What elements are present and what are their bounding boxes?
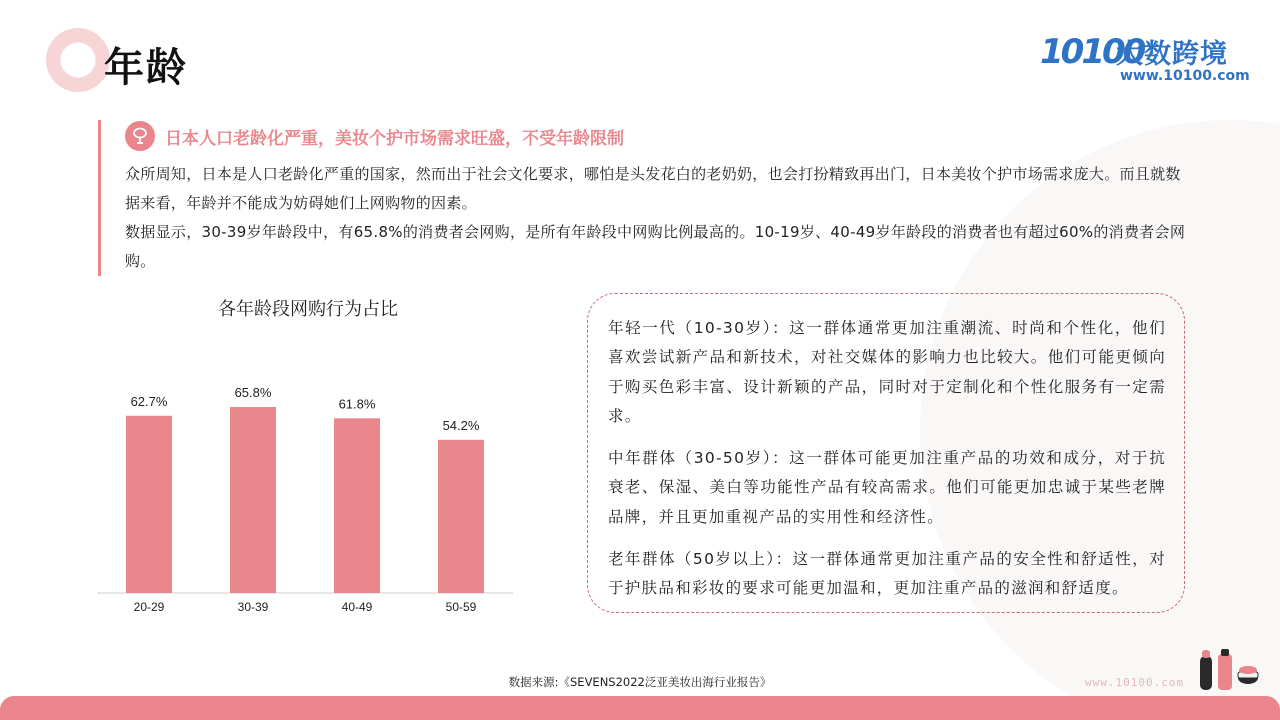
logo-mark: 10100 bbox=[1040, 32, 1144, 72]
chart-tick-label: 50-59 bbox=[445, 600, 477, 614]
footer-watermark-url: www.10100.com bbox=[1085, 676, 1185, 689]
intro-header bbox=[125, 120, 1188, 154]
chart-tick-label: 20-29 bbox=[133, 600, 165, 614]
note-young: 年轻一代（10-30岁）：这一群体通常更加注重潮流、时尚和个性化，他们喜欢尝试新产品和新技术，对社交媒体的影响力也比较大。他们可能更倾向于购买色彩丰富、设计新颖的产品，同时对于定制化和个性化服务有一定需求。 bbox=[608, 319, 1166, 425]
intro-section bbox=[98, 120, 1188, 276]
chart-tick-label: 40-49 bbox=[341, 600, 373, 614]
chart-data-label: 62.7% bbox=[130, 393, 168, 409]
chart-data-label: 65.8% bbox=[234, 385, 272, 400]
age-bar-chart bbox=[80, 290, 530, 630]
cosmetics-illustration-icon bbox=[1198, 648, 1260, 692]
chart-data-label: 61.8% bbox=[338, 396, 376, 412]
logo-url: www.10100.com bbox=[1120, 68, 1250, 84]
title-decoration-ring bbox=[46, 28, 110, 92]
brand-logo[interactable] bbox=[1040, 30, 1250, 90]
note-middle-aged: 中年群体（30-50岁）：这一群体可能更加注重产品的功效和成分，对于抗衰老、保湿、美白等功能性产品有较高需求。他们可能更加忠诚于某些老牌品牌，并且更加重视产品的实用性和经济性。 bbox=[608, 449, 1166, 526]
page-title: 年龄 bbox=[104, 45, 188, 91]
logo-name: 大数跨境 bbox=[1116, 39, 1228, 70]
chart-tick-label: 30-39 bbox=[237, 600, 269, 614]
chart-data-label: 54.2% bbox=[442, 417, 480, 433]
chart-bar bbox=[334, 418, 380, 593]
intro-heading: 日本人口老龄化严重，美妆个护市场需求旺盛，不受年龄限制 bbox=[165, 129, 624, 149]
chart-bar bbox=[126, 416, 172, 593]
intro-paragraph-1: 众所周知，日本是人口老龄化严重的国家，然而出于社会文化要求，哪怕是头发花白的老奶奶，也会打扮精致再出门，日本美妆个护市场需求庞大。而且就数据来看，年龄并不能成为妨碍她们上网购物的因素。 bbox=[125, 165, 1181, 212]
cosmetics-mirror-icon bbox=[125, 121, 155, 151]
footer-bar bbox=[0, 696, 1280, 720]
note-elderly: 老年群体（50岁以上）：这一群体通常更加注重产品的安全性和舒适性，对于护肤品和彩妆的要求可能更加温和，更加注重产品的滋润和舒适度。 bbox=[608, 550, 1166, 598]
intro-paragraph-2: 数据显示，30-39岁年龄段中，有65.8%的消费者会网购，是所有年龄段中网购比例最高的。10-19岁、40-49岁年龄段的消费者也有超过60%的消费者会网购。 bbox=[125, 223, 1186, 270]
chart-bar bbox=[230, 407, 276, 593]
data-source: 数据来源:《SEVENS2022泛亚美妆出海行业报告》 bbox=[508, 675, 772, 689]
chart-bar bbox=[438, 440, 484, 593]
chart-canvas bbox=[80, 290, 530, 630]
age-group-notes bbox=[587, 293, 1185, 613]
chart-title: 各年龄段网购行为占比 bbox=[218, 299, 398, 320]
